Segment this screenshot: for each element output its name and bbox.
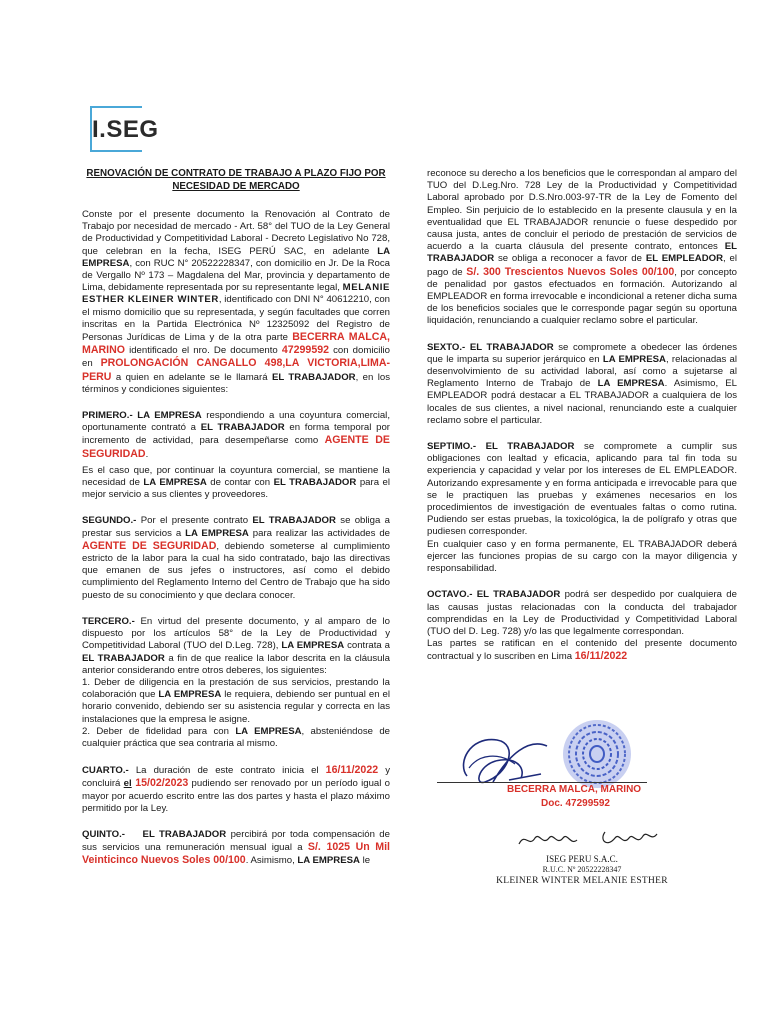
clause-primero: PRIMERO.- LA EMPRESA respondiendo a una coyuntura comercial, oportunamente contrató a EL TRABAJADOR en forma temporal por incremento de actividad, para desempeñarse como AGENTE DE SEGURIDAD. bbox=[82, 410, 390, 460]
worker-address: PROLONGACIÓN CANGALLO 498,LA VICTORIA,LIMA-PERU bbox=[82, 357, 390, 383]
clause-cuarto: CUARTO.- La duración de este contrato inicia el 16/11/2022 y concluirá el 15/02/2023 pudiendo ser renovado por un período igual o mayor por acuerdo escrito entre las dos partes y hasta el plazo máximo permitido por la Ley. bbox=[82, 764, 390, 814]
clause-octavo: OCTAVO.- EL TRABAJADOR podrá ser despedido por cualquiera de las causas justas relacionadas con la conducta del trabajador comprendidas en la Ley de Productividad y Competitividad Laboral (TUO del D. Leg. 728) y/o las que legalmente correspondan. bbox=[427, 589, 737, 637]
quinto-continuation: reconoce su derecho a los beneficios que le correspondan al amparo del TUO del D.Leg.Nro. 728 Ley de la Productividad y Competitividad Laboral aprobado por D.S.Nro.003-97-TR de la Ley de Fomento del Empleo. Sin perjuicio de lo establecido en la presente clausula y en la eventualidad que EL TRABAJADOR renuncie o fuese despedido por causa justa, antes de concluir el periodo de prestación de servicios de acuerdo a la cuarta cláusula del presente contrato, entonces EL TRABAJADOR se obliga a reconocer a favor de EL EMPLEADOR, el pago de S/. 300 Trescientos Nuevos Soles 00/100, por concepto de penalidad por gastos efectuados en formación. Autorizando al EMPLEADOR en forma irrevocable e incondicional a retener dicha suma de los beneficios sociales que le corresponde pagar según su oportuna liquidación, renunciando a cualquier reclamo sobre el particular. bbox=[427, 168, 737, 327]
worker-doc: 47299592 bbox=[281, 344, 329, 357]
signature-area bbox=[427, 720, 737, 900]
company-ruc: R.U.C. Nº 20522228347 bbox=[542, 865, 622, 874]
title-line-2: NECESIDAD DE MERCADO bbox=[172, 180, 300, 192]
clause-primero-cont: Es el caso que, por continuar la coyuntura comercial, se mantiene la necesidad de LA EMPRESA de contar con EL TRABAJADOR para el mejor servicio a sus clientes y proveedores. bbox=[82, 464, 390, 501]
tercero-item-2: 2. Deber de fidelidad para con LA EMPRESA, absteniéndose de cualquier práctica que sea contraria al mismo. bbox=[82, 725, 390, 749]
company-name: ISEG PERU S.A.C. bbox=[546, 854, 618, 864]
right-column bbox=[427, 168, 737, 678]
fingerprint-icon bbox=[557, 714, 637, 792]
tercero-item-1: 1. Deber de diligencia en la prestación de sus servicios, prestando la colaboración que LA EMPRESA le requiera, debiendo ser puntual en el horario convenido, debiendo ser su asistencia regular y correcta en las instalaciones que la empresa le asigne. bbox=[82, 676, 390, 725]
worker-name: BECERRA MALCA, MARINO bbox=[82, 331, 390, 357]
signer-doc: Doc. 47299592 bbox=[541, 798, 610, 809]
clause-segundo: SEGUNDO.- Por el presente contrato EL TRABAJADOR se obliga a prestar sus servicios a LA EMPRESA para realizar las actividades de AGENTE DE SEGURIDAD, debiendo someterse al cumplimiento estricto de la labor para la cual ha sido contratado, bajo las directivas que emanen de sus jefes o instructores, así como el debido cumplimiento del Reglamento Interno del Centro de Trabajo que ha sido puesto de su conocimiento y que declara conocer. bbox=[82, 515, 391, 601]
clause-septimo: SEPTIMO.- EL TRABAJADOR se compromete a cumplir sus obligaciones con lealtad y eficacia, aplicando para tal fin toda su experiencia y capacidad y velar por los intereses de EL EMPLEADOR. Autorizando expresamente y en forma anticipada e irrevocable para que se le practiquen las pruebas y exámenes necesarios en los procedimientos de investigación de eventuales faltas o como rutina. Pudiendo ser estas pruebas, la toxicológica, la de polígrafo y otras que pudiesen corresponder. bbox=[427, 441, 737, 538]
iseg-logo: I.SEG bbox=[92, 116, 159, 143]
left-column bbox=[82, 168, 390, 882]
signer-name: BECERRA MALCA, MARINO bbox=[507, 784, 642, 795]
document-title bbox=[82, 168, 390, 193]
signature-line bbox=[437, 782, 647, 783]
clause-quinto: QUINTO.- EL TRABAJADOR percibirá por toda compensación de sus servicios una remuneración mensual igual a S/. 1025 Un Mil Veinticinco Nuevos Soles 00/100. Asimismo, LA EMPRESA le bbox=[82, 828, 391, 867]
intro-paragraph: Conste por el presente documento la Renovación al Contrato de Trabajo por necesidad de mercado - Art. 58° del TUO de la Ley General de Productividad y Competitividad Laboral - Decreto Legislativo No 728, que celebran en la fecha, ISEG PERÚ SAC, en adelante LA EMPRESA, con RUC N° 20522228347, con domicilio en Jr. De la Roca de Vergallo Nº 173 – Magdalena del Mar, provincia y departamento de Lima, debidamente representada por su representante legal, MELANIE ESTHER KLEINER WINTER, identificado con DNI N° 40612210, con el mismo domicilio que su representada, y según facultades que corren inscritas en la Partida Electrónica Nº 12325092 del Registro de Personas Jurídicas de Lima y de la otra parte BECERRA MALCA, MARINO identificado el nro. De documento 47299592 con domicilio en PROLONGACIÓN CANGALLO 498,LA VICTORIA,LIMA-PERU a quien en adelante se le llamará EL TRABAJADOR, en los términos y condiciones siguientes: bbox=[82, 209, 390, 395]
title-line-1: RENOVACIÓN DE CONTRATO DE TRABAJO A PLAZO FIJO POR bbox=[86, 168, 386, 179]
clause-tercero: TERCERO.- En virtud del presente documento, y al amparo de lo dispuesto por los artículos 58° de la Ley de Productividad y Competitividad Laboral (TUO del D.Leg. 728), LA EMPRESA contrata a EL TRABAJADOR a fin de que realice la labor descrita en la cláusula anterior considerando entre otros deberes, los siguientes: bbox=[82, 615, 390, 676]
clause-septimo-cont: En cualquier caso y en forma permanente, EL TRABAJADOR deberá ejercer las funciones propias de su cargo con la mayor diligencia y responsabilidad. bbox=[427, 538, 737, 575]
company-signature bbox=[515, 824, 685, 854]
clause-sexto: SEXTO.- EL TRABAJADOR se compromete a obedecer las órdenes que le imparta su superior jerárquico en LA EMPRESA, relacionadas al desenvolvimiento de su actividad laboral, así como a sujetarse al Reglamento Interno de Trabajo de LA EMPRESA. Asimismo, EL EMPLEADOR podrá destacar a EL TRABAJADOR a cualquiera de los locales de sus clientes, a nivel nacional, renunciando este a cualquier reclamo sobre el particular. bbox=[427, 341, 738, 426]
legal-rep-name: KLEINER WINTER MELANIE ESTHER bbox=[496, 876, 668, 886]
closing-statement: Las partes se ratifican en el contenido del presente documento contractual y lo suscriben en Lima 16/11/2022 bbox=[427, 638, 737, 663]
